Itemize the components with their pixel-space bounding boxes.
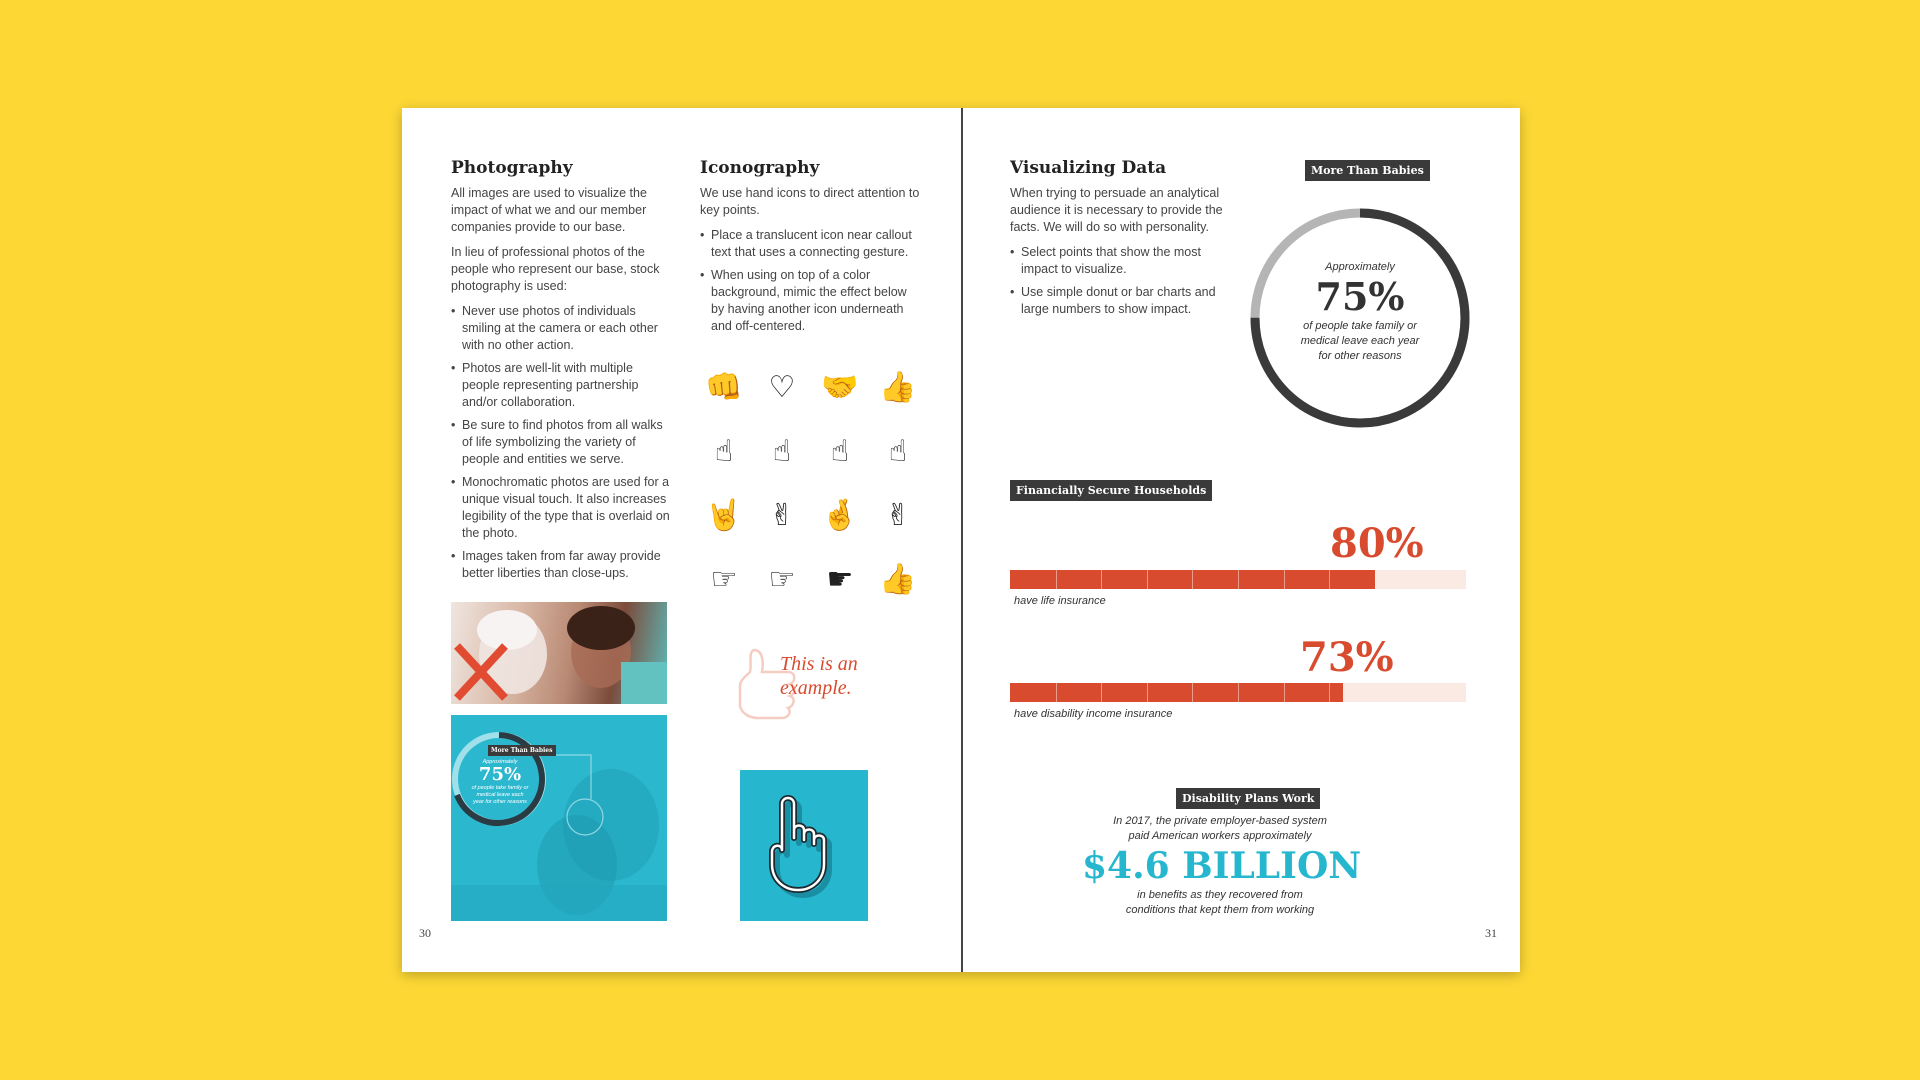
disability-line-2: in benefits as they recovered from conditions that kept them from working: [1125, 889, 1315, 916]
list-item: • Select points that show the most impact to visualize.: [1010, 244, 1232, 278]
bar-segment-tick: [1284, 570, 1285, 589]
page-gutter: [961, 108, 963, 972]
bar-1-fill: [1010, 570, 1375, 589]
mini-donut-text: [459, 759, 541, 806]
bar-segment-tick: [1101, 570, 1102, 589]
visualizing-data-title: Visualizing Data: [1010, 158, 1167, 178]
iconography-section: [700, 158, 922, 341]
donut-body-text: of people take family or medical leave each year for other reasons: [1300, 320, 1420, 362]
bar-2-fill: [1010, 683, 1343, 702]
photography-section: [451, 158, 673, 588]
donut-number: 75%: [1315, 274, 1405, 319]
pointing-up-icon: ☝: [772, 434, 792, 469]
pointing-hand-icon: [764, 794, 844, 898]
disability-block: [1082, 814, 1362, 918]
bar-segment-tick: [1056, 570, 1057, 589]
visualizing-paragraph: When trying to persuade an analytical audience it is necessary to provide the facts. We will do so with personality.: [1010, 186, 1223, 234]
bar-segment-tick: [1192, 570, 1193, 589]
photography-paragraph-1: All images are used to visualize the impact of what we and our member companies provide to our base.: [451, 186, 647, 234]
middle-point-icon: ☝: [830, 434, 850, 469]
bar-segment-tick: [1192, 683, 1193, 702]
bar-1-percent: 80%: [1330, 520, 1424, 567]
list-item: • Be sure to find photos from all walks of life symbolizing the variety of people and entities we serve.: [451, 417, 673, 468]
list-item: • Monochromatic photos are used for a unique visual touch. It also increases legibility of the type that is overlaid on the photo.: [451, 474, 673, 542]
finger-gun-icon: ☛: [826, 562, 854, 597]
pointing-right-icon: ☞: [768, 562, 796, 597]
visualizing-bullet-list: [1010, 244, 1232, 318]
rock-on-icon: 🤘: [705, 498, 743, 533]
example-photo-bad: [451, 602, 667, 704]
page-number-left: 30: [419, 926, 431, 940]
pointing-hand-tile: [740, 770, 868, 921]
pointing-up-right-icon: ☝: [888, 434, 908, 469]
bar-1-track: [1010, 570, 1466, 589]
pointing-up-icon: ☝: [714, 434, 734, 469]
iconography-bullet-list: [700, 227, 922, 335]
heart-hands-icon: ♡: [768, 370, 796, 405]
bar-segment-tick: [1147, 570, 1148, 589]
visualizing-data-section: [1010, 158, 1232, 324]
hand-icon-grid: [702, 366, 920, 602]
thumbs-up-icon: 👍: [879, 370, 917, 405]
booklet-spread: [402, 108, 1520, 972]
bar-segment-tick: [1056, 683, 1057, 702]
bar-segment-tick: [1101, 683, 1102, 702]
victory-icon: ✌: [885, 498, 911, 533]
mini-donut-top: Approximately: [482, 759, 518, 765]
mini-donut-number: 75%: [478, 764, 522, 785]
fist-bump-icon: 👊: [705, 370, 743, 405]
households-label: Financially Secure Households: [1010, 480, 1212, 501]
list-item: • Never use photos of individuals smiling at the camera or each other with no other action.: [451, 303, 673, 354]
handshake-icon: 🤝: [821, 370, 859, 405]
bar-segment-tick: [1329, 570, 1330, 589]
bar-2-track: [1010, 683, 1466, 702]
crossed-fingers-icon: 🤞: [821, 498, 859, 533]
disability-label: Disability Plans Work: [1176, 788, 1320, 809]
disability-amount: $4.6 BILLION: [1082, 845, 1362, 887]
donut-label: More Than Babies: [1305, 160, 1430, 181]
disability-line-1: In 2017, the private employer-based system paid American workers approximately: [1113, 815, 1327, 842]
photography-bullet-list: [451, 303, 673, 582]
list-item: • Place a translucent icon near callout text that uses a connecting gesture.: [700, 227, 922, 261]
bar-1-caption: have life insurance: [1014, 595, 1106, 607]
bar-segment-tick: [1147, 683, 1148, 702]
iconography-paragraph: We use hand icons to direct attention to key points.: [700, 186, 920, 217]
example-callout: [732, 642, 872, 722]
list-item: • Photos are well-lit with multiple people representing partnership and/or collaboration.: [451, 360, 673, 411]
donut-top-text: Approximately: [1325, 261, 1395, 273]
list-item: • When using on top of a color background, mimic the effect below by having another icon underneath and off-centered.: [700, 267, 922, 335]
bar-segment-tick: [1238, 683, 1239, 702]
donut-center-text: [1297, 260, 1423, 364]
bar-segment-tick: [1284, 683, 1285, 702]
example-photo-monochrome: [451, 715, 667, 921]
peace-sign-icon: ✌: [769, 498, 795, 533]
photography-paragraph-2: In lieu of professional photos of the people who represent our base, stock photography is used:: [451, 245, 660, 293]
photography-title: Photography: [451, 158, 573, 178]
bar-segment-tick: [1238, 570, 1239, 589]
bar-segment-tick: [1329, 683, 1330, 702]
mini-donut-label: More Than Babies: [488, 745, 556, 756]
page-number-right: 31: [1485, 926, 1497, 940]
iconography-title: Iconography: [700, 158, 820, 178]
red-x-icon: [451, 640, 511, 704]
example-text: This is an example.: [780, 653, 858, 699]
list-item: • Images taken from far away provide better liberties than close-ups.: [451, 548, 673, 582]
bar-2-caption: have disability income insurance: [1014, 708, 1173, 720]
pointing-right-icon: ☞: [710, 562, 738, 597]
thumbs-up-side-icon: 👍: [879, 562, 917, 597]
list-item: • Use simple donut or bar charts and large numbers to show impact.: [1010, 284, 1232, 318]
bar-2-percent: 73%: [1300, 634, 1394, 681]
mini-donut-body: of people take family or medical leave each year for other reasons: [471, 785, 529, 805]
